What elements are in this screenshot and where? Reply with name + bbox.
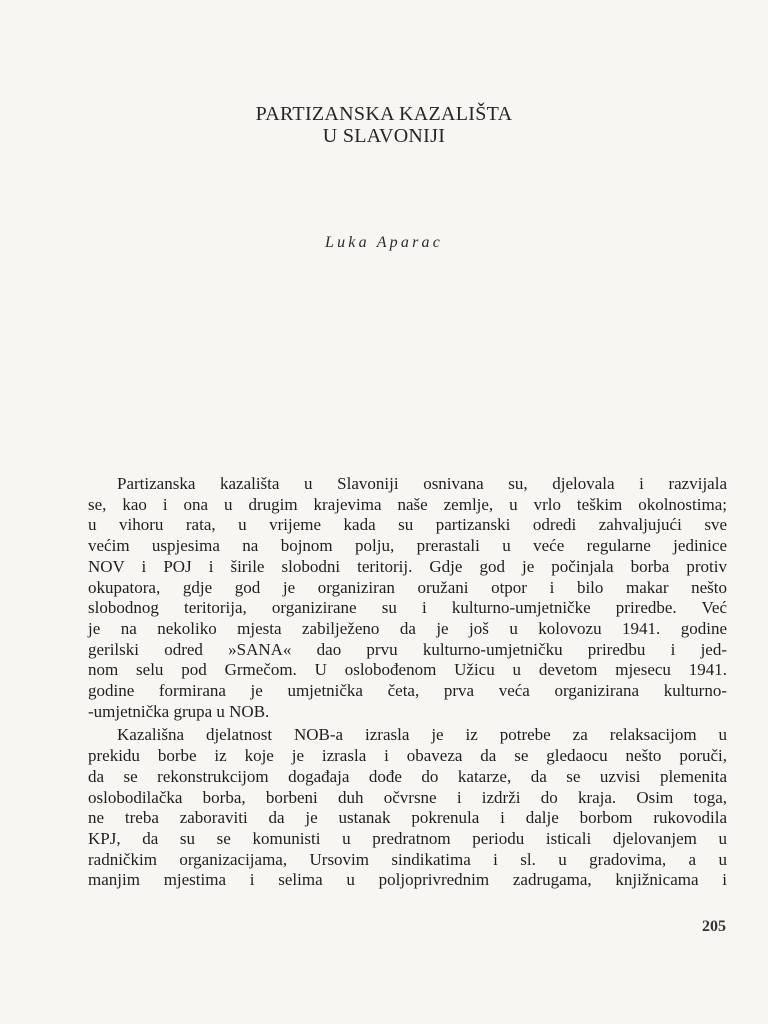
text-line: ne treba zaboraviti da je ustanak pokrenula i dalje borbom rukovodila [88,808,727,828]
text-line: nom selu pod Grmečom. U oslobođenom Užicu u devetom mjesecu 1941. [88,660,727,680]
article-title [0,103,768,147]
text-line: Kazališna djelatnost NOB-a izrasla je iz potrebe za relaksacijom u [117,725,727,745]
title-line-2: U SLAVONIJI [322,125,446,147]
text-line: manjim mjestima i selima u poljoprivrednim zadrugama, knjižnicama i [88,870,727,890]
text-line: je na nekoliko mjesta zabilježeno da je još u kolovozu 1941. godine [88,618,727,638]
text-line: godine formirana je umjetnička četa, prva veća organizirana kulturno- [88,681,727,701]
text-line: -umjetnička grupa u NOB. [88,701,270,721]
text-line: u vihoru rata, u vrijeme kada su partizanski odredi zahvaljujući sve [88,515,727,535]
article-body [88,474,727,891]
text-line: gerilski odred »SANA« dao prvu kulturno-umjetničku priredbu i jed- [88,639,727,659]
text-line: većim uspjesima na bojnom polju, prerastali u veće regularne jedinice [88,536,727,556]
text-line: da se rekonstrukcijom događaja dođe do katarze, da se uzvisi plemenita [88,766,727,786]
paragraph-2 [88,725,727,891]
text-line: Partizanska kazališta u Slavoniji osnivana su, djelovala i razvijala [117,474,727,493]
text-line: NOV i POJ i širile slobodni teritorij. Gdje god je počinjala borba protiv [88,556,727,576]
title-line-1: PARTIZANSKA KAZALIŠTA [255,103,513,125]
text-line: oslobodilačka borba, borbeni duh očvrsne i izdrži do kraja. Osim toga, [88,787,727,807]
text-line: okupatora, gdje god je organiziran oružani otpor i bilo makar nešto [88,577,727,597]
text-line: slobodnog teritorija, organizirane su i kulturno-umjetničke priredbe. Već [88,598,727,618]
page-number: 205 [702,918,726,935]
author-name: Luka Aparac [324,234,443,251]
paragraph-1 [88,474,727,722]
text-line: se, kao i ona u drugim krajevima naše zemlje, u vrlo teškim okolnostima; [88,494,727,514]
text-line: KPJ, da su se komunisti u predratnom periodu isticali djelovanjem u [88,828,727,848]
text-line: radničkim organizacijama, Ursovim sindikatima i sl. u gradovima, a u [88,849,727,869]
text-line: prekidu borbe iz koje je izrasla i obaveza da se gledaocu nešto poruči, [88,746,727,766]
